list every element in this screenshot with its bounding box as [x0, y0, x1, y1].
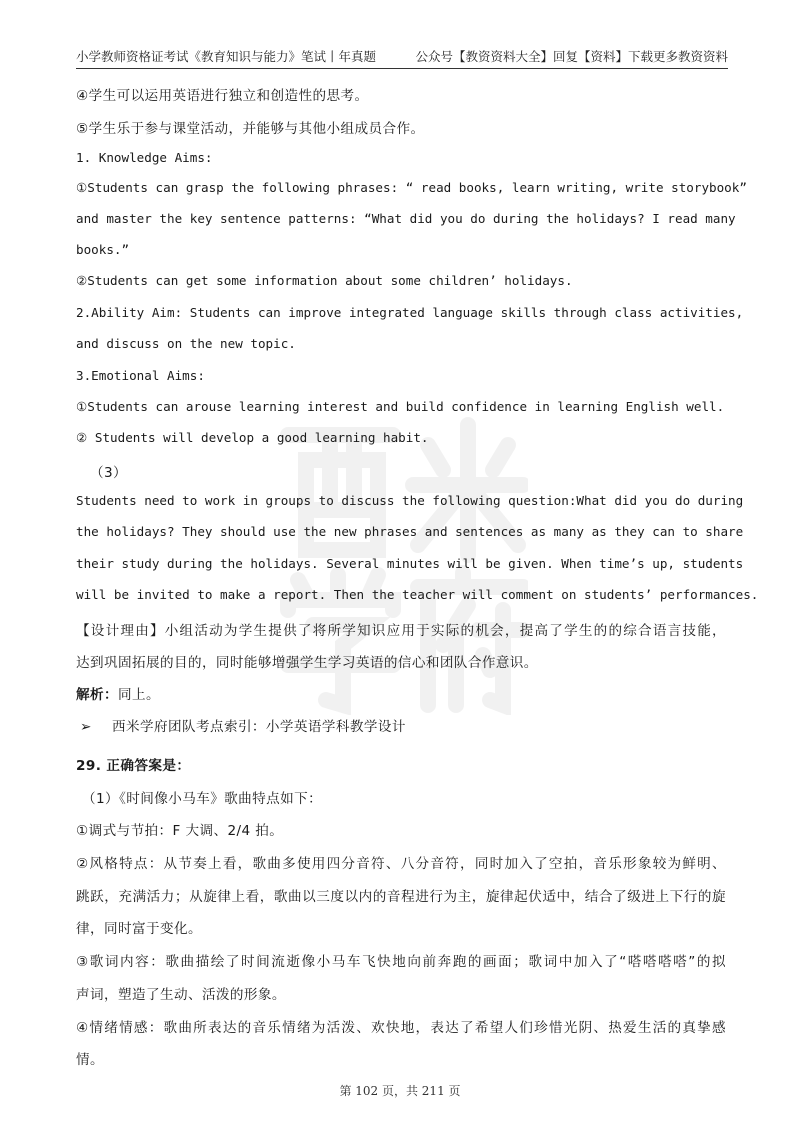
design-rationale-line: 达到巩固拓展的目的，同时能够增强学生学习英语的信心和团队合作意识。: [76, 655, 538, 671]
topic-index-line: [76, 715, 726, 735]
analysis-text: 同上。: [117, 687, 160, 703]
paragraph-line: the holidays? They should use the new phrases and sentences as many as they can to share: [76, 524, 744, 539]
paragraph-line: ①调式与节拍：F 大调、2/4 拍。: [76, 823, 284, 839]
paragraph-line: and discuss on the new topic.: [76, 336, 296, 351]
paragraph-line: ①Students can arouse learning interest and build confidence in learning English well.: [76, 399, 725, 414]
paragraph-line: Students need to work in groups to discuss the following question:What did you do during: [76, 493, 744, 508]
paragraph-line: books.”: [76, 242, 130, 257]
emotional-aims-heading: 3.Emotional Aims:: [76, 368, 205, 383]
paragraph-line: 跳跃，充满活力；从旋律上看，歌曲以三度以内的音程进行为主，旋律起伏适中，结合了级进上下行的旋: [76, 889, 726, 905]
answer-heading: 29. 正确答案是：: [76, 758, 191, 774]
paragraph-line: 情。: [76, 1052, 104, 1068]
objective-line: ④学生可以运用英语进行独立和创造性的思考。: [76, 88, 369, 104]
paragraph-line: ①Students can grasp the following phrases: “ read books, learn writing, write storybook”: [76, 180, 747, 195]
section-number: （3）: [90, 465, 128, 481]
paragraph-line: their study during the holidays. Several minutes will be given. When time’s up, students: [76, 556, 744, 571]
page-header: [76, 48, 728, 69]
header-title: 小学教师资格证考试《教育知识与能力》笔试丨年真题: [76, 49, 377, 64]
paragraph-line: ③歌词内容：歌曲描绘了时间流逝像小马车飞快地向前奔跑的画面；歌词中加入了“嗒嗒嗒嗒”的拟: [76, 954, 726, 970]
objective-line: ⑤学生乐于参与课堂活动，并能够与其他小组成员合作。: [76, 121, 425, 137]
paragraph-line: ②Students can get some information about some children’ holidays.: [76, 273, 573, 288]
paragraph-line: （1）《时间像小马车》歌曲特点如下：: [82, 791, 323, 807]
arrow-bullet-icon: ➢: [80, 719, 92, 735]
paragraph-line: ④情绪情感：歌曲所表达的音乐情绪为活泼、欢快地，表达了希望人们珍惜光阴、热爱生活的真挚感: [76, 1020, 726, 1036]
paragraph-line: ②风格特点：从节奏上看，歌曲多使用四分音符、八分音符，同时加入了空拍，音乐形象较为鲜明、: [76, 856, 726, 872]
topic-index-text: 西米学府团队考点索引：小学英语学科教学设计: [112, 719, 406, 735]
paragraph-line: ② Students will develop a good learning habit.: [76, 430, 429, 445]
design-rationale-line: 【设计理由】小组活动为学生提供了将所学知识应用于实际的机会，提高了学生的的综合语言技能，: [76, 623, 726, 639]
ability-aim-line: 2.Ability Aim: Students can improve integrated language skills through class activities,: [76, 305, 744, 320]
page-number: 第 102 页，共 211 页: [339, 1084, 461, 1098]
knowledge-aims-heading: 1. Knowledge Aims:: [76, 150, 213, 165]
header-promo: 公众号【教资资料大全】回复【资料】下载更多教资资料: [415, 49, 728, 64]
analysis-line: [76, 683, 726, 703]
analysis-label: 解析：: [76, 687, 118, 703]
paragraph-line: and master the key sentence patterns: “What did you do during the holidays? I read many: [76, 211, 736, 226]
paragraph-line: 声词，塑造了生动、活泼的形象。: [76, 987, 286, 1003]
paragraph-line: will be invited to make a report. Then the teacher will comment on students’ performances.: [76, 587, 759, 602]
paragraph-line: 律，同时富于变化。: [76, 921, 202, 937]
